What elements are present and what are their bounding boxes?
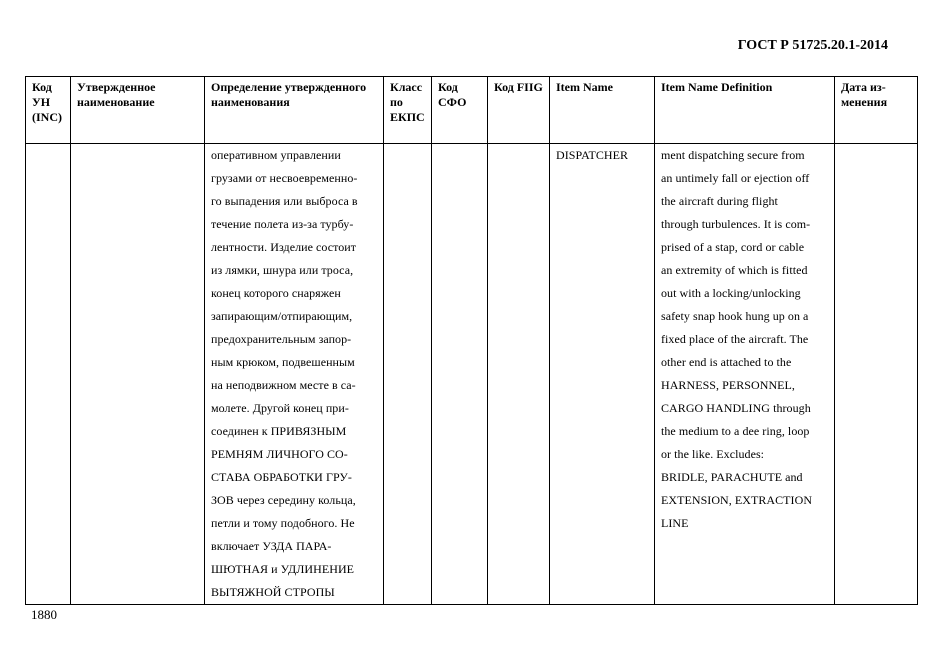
definition-line: предохранительным запор- [211, 332, 352, 346]
definition-line: an extremity of which is fitted [661, 263, 808, 277]
definition-line: ment dispatching secure from [661, 148, 805, 162]
definition-line: or the like. Excludes: [661, 447, 765, 461]
cell-class [384, 144, 432, 605]
table-header-row [26, 77, 918, 144]
definition-line: петли и тому подобного. Не [211, 516, 355, 530]
definition-line: fixed place of the aircraft. The [661, 332, 809, 346]
definition-line: СТАВА ОБРАБОТКИ ГРУ- [211, 470, 352, 484]
cell-approved-name [71, 144, 205, 605]
definition-line: ВЫТЯЖНОЙ СТРОПЫ [211, 585, 335, 599]
definition-line: out with a locking/unlocking [661, 286, 801, 300]
col-header-change-date: Дата из-менения [835, 77, 918, 144]
cell-definition-ru [205, 144, 384, 605]
col-header-item-name-definition: Item Name Definition [655, 77, 835, 144]
definition-line: HARNESS, PERSONNEL, [661, 378, 795, 392]
document-standard-number: ГОСТ Р 51725.20.1-2014 [737, 38, 888, 53]
col-header-approved-name: Утвержденное наименование [71, 77, 205, 144]
col-header-sfo: Код СФО [432, 77, 488, 144]
definition-line: safety snap hook hung up on a [661, 309, 809, 323]
definition-line: оперативном управлении [211, 148, 341, 162]
definition-ru-lines [211, 144, 377, 604]
definition-line: запирающим/отпирающим, [211, 309, 353, 323]
col-header-fiig: Код FIIG [488, 77, 550, 144]
definition-line: an untimely fall or ejection off [661, 171, 810, 185]
definition-line: other end is attached to the [661, 355, 792, 369]
definition-line: BRIDLE, PARACHUTE and [661, 470, 803, 484]
table-row [26, 144, 918, 605]
cell-item-name [550, 144, 655, 605]
definition-line: ШЮТНАЯ и УДЛИНЕНИЕ [211, 562, 355, 576]
col-header-item-name: Item Name [550, 77, 655, 144]
col-header-inc: Код УН (INC) [26, 77, 71, 144]
cell-fiig [488, 144, 550, 605]
definition-line: the medium to a dee ring, loop [661, 424, 810, 438]
definition-line: through turbulences. It is com- [661, 217, 811, 231]
definition-line: LINE [661, 516, 689, 530]
definition-line: CARGO HANDLING through [661, 401, 811, 415]
definition-line: на неподвижном месте в са- [211, 378, 356, 392]
cell-definition-en [655, 144, 835, 605]
definition-line: течение полета из-за турбу- [211, 217, 354, 231]
definition-line: соединен к ПРИВЯЗНЫМ [211, 424, 347, 438]
definition-line: ным крюком, подвешенным [211, 355, 355, 369]
items-table [25, 76, 918, 605]
definition-line: лентности. Изделие состоит [211, 240, 357, 254]
definition-line: из лямки, шнура или троса, [211, 263, 354, 277]
item-name-value: DISPATCHER [556, 148, 629, 162]
definition-line: включает УЗДА ПАРА- [211, 539, 332, 553]
definition-line: РЕМНЯМ ЛИЧНОГО СО- [211, 447, 348, 461]
definition-line: грузами от несвоевременно- [211, 171, 358, 185]
definition-line: молете. Другой конец при- [211, 401, 349, 415]
definition-en-lines [661, 144, 828, 535]
definition-line: го выпадения или выброса в [211, 194, 358, 208]
cell-inc [26, 144, 71, 605]
col-header-definition: Определение утвержденного наименования [205, 77, 384, 144]
definition-line: ЗОВ через середину кольца, [211, 493, 356, 507]
definition-line: prised of a stap, cord or cable [661, 240, 805, 254]
definition-line: конец которого снаряжен [211, 286, 341, 300]
col-header-class: Класс по ЕКПС [384, 77, 432, 144]
definition-line: EXTENSION, EXTRACTION [661, 493, 813, 507]
page-number: 1880 [31, 607, 57, 622]
cell-sfo [432, 144, 488, 605]
definition-line: the aircraft during flight [661, 194, 778, 208]
cell-change-date [835, 144, 918, 605]
